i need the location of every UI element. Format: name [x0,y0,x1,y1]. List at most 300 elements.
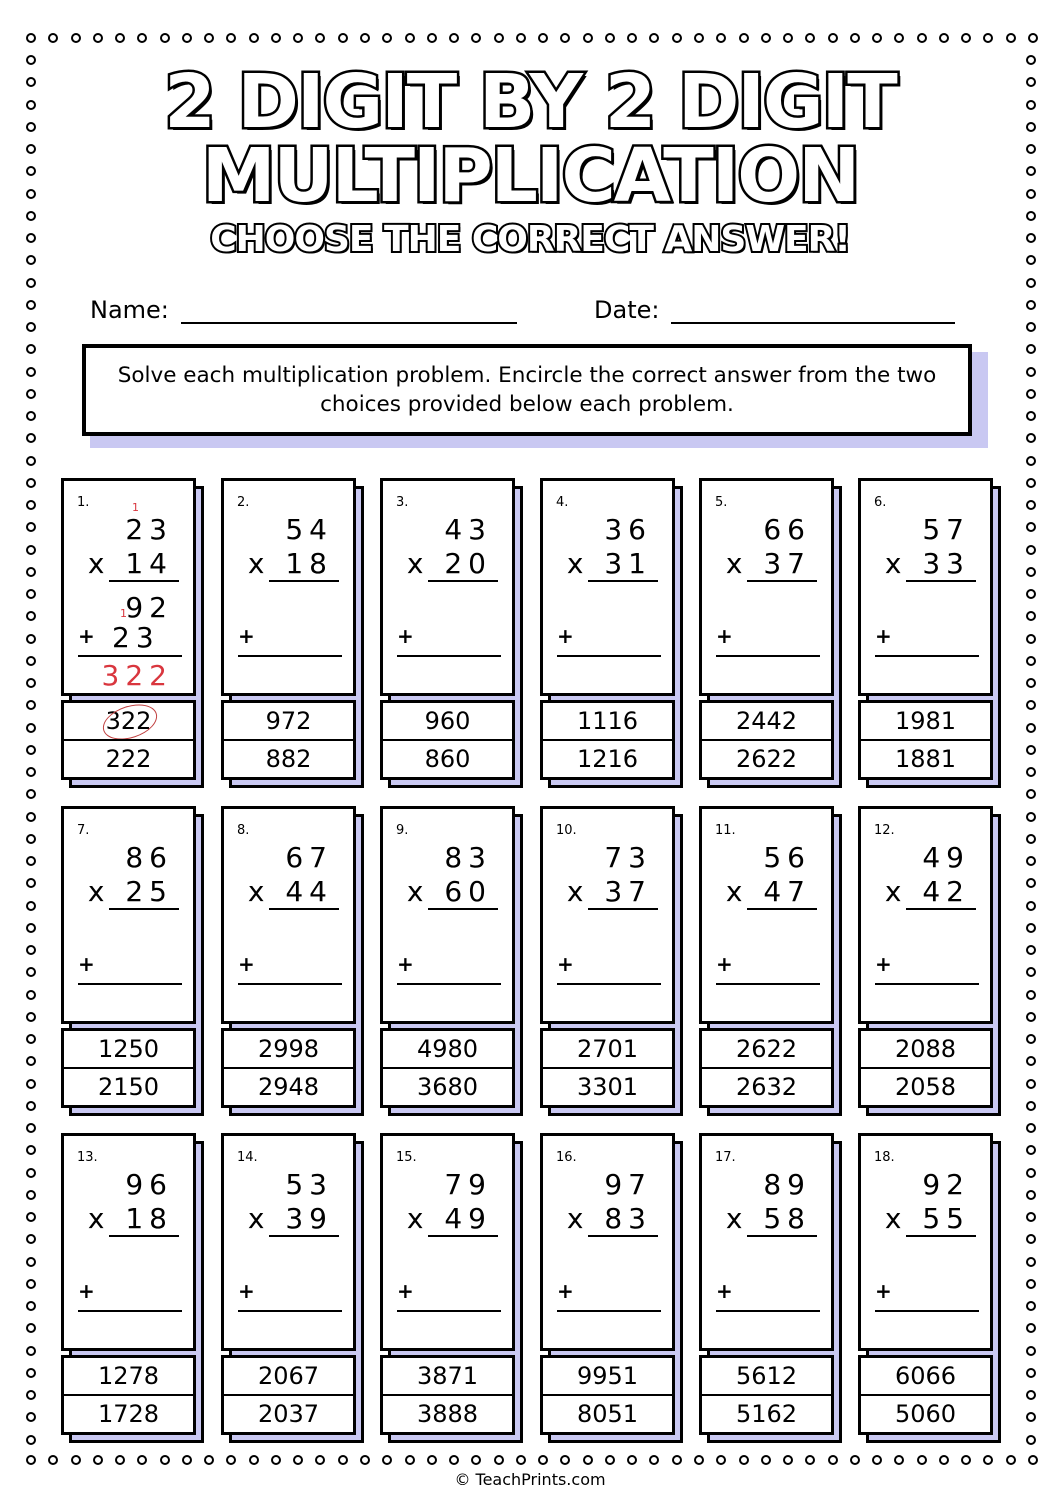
choice-b-value: 5060 [894,1400,957,1428]
multiplicand: 67 [285,841,333,874]
choice-a-value: 1250 [97,1035,160,1063]
answer-choices [380,1028,515,1108]
border-dot [605,1455,615,1465]
sum-rule [397,655,501,657]
border-dot [26,1123,36,1133]
border-dot [1026,411,1036,421]
border-dot [115,33,125,43]
answer-choice-b[interactable] [702,1067,831,1105]
answer-choices [221,1355,356,1435]
problem-card [858,806,1001,1116]
border-dot [1026,878,1036,888]
border-dot [1026,1323,1036,1333]
problem-number: 16. [556,1150,577,1165]
border-dot [26,300,36,310]
multiplicand: 89 [763,1168,811,1201]
border-dot [382,1455,392,1465]
title-line-1: 2 DIGIT BY 2 DIGIT [164,59,896,145]
example-result: 322 [101,659,173,692]
border-dot [894,1455,904,1465]
answer-choice-b[interactable] [224,1067,353,1105]
answer-choices [699,1028,834,1108]
work-area [61,1133,196,1351]
sum-rule [238,655,342,657]
border-dot [516,1455,526,1465]
plus-sign: + [78,952,95,976]
choice-b-value: 3680 [416,1073,479,1101]
answer-choice-b[interactable] [861,739,990,777]
border-dot [26,1212,36,1222]
answer-choice-b[interactable] [702,739,831,777]
work-area [380,478,515,696]
border-dot [1026,1257,1036,1267]
border-dot [1026,1368,1036,1378]
sum-rule [557,1310,661,1312]
product-rule [269,580,339,582]
border-dot [1026,767,1036,777]
work-area [540,478,675,696]
answer-choice-b[interactable] [383,739,512,777]
border-dot [26,1257,36,1267]
problem-number: 18. [874,1150,895,1165]
problem-card [61,806,204,1116]
border-dot [1026,700,1036,710]
answer-choice-b[interactable] [861,1067,990,1105]
border-dot [1026,1101,1036,1111]
border-dot [560,1455,570,1465]
problem-card [858,478,1001,788]
problem-number: 14. [237,1150,258,1165]
border-dot [1026,834,1036,844]
answer-choice-a[interactable] [543,703,672,739]
carry-digit: 1 [132,501,139,514]
answer-choice-b[interactable] [383,1394,512,1432]
choice-a-value: 2442 [735,707,798,735]
answer-choice-b[interactable] [224,739,353,777]
answer-choices [699,1355,834,1435]
sum-rule [397,983,501,985]
answer-choice-a[interactable] [383,1358,512,1394]
product-rule [428,908,498,910]
border-dot [26,433,36,443]
work-area [699,478,834,696]
instructions-text: Solve each multiplication problem. Encircle the correct answer from the two choices provided below each problem. [117,363,937,417]
multiplicand: 49 [922,841,970,874]
border-dot [26,1368,36,1378]
border-dot [1026,856,1036,866]
border-dot [828,1455,838,1465]
multiplier: x 33 [884,547,970,580]
border-dot [1026,367,1036,377]
answer-choice-a[interactable] [64,703,193,739]
choice-a-value: 2998 [257,1035,320,1063]
answer-choice-a[interactable] [543,1031,672,1067]
border-dot [382,33,392,43]
product-rule [269,1235,339,1237]
answer-choice-b[interactable] [543,1394,672,1432]
border-dot [1026,1034,1036,1044]
plus-sign: + [238,952,255,976]
date-label: Date: [594,296,660,324]
problem-card [221,478,364,788]
plus-sign: + [716,952,733,976]
border-dot [494,33,504,43]
answer-choice-a[interactable] [224,703,353,739]
product-rule [109,580,179,582]
border-dot [26,878,36,888]
answer-choice-a[interactable] [702,1031,831,1067]
multiplicand: 96 [125,1168,173,1201]
answer-choice-a[interactable] [861,1358,990,1394]
border-dot [26,1455,36,1465]
choice-a-value: 1981 [894,707,957,735]
multiplier: x 25 [87,875,173,908]
border-dot [1026,923,1036,933]
border-dot [26,812,36,822]
border-dot [1026,589,1036,599]
border-dot [1028,33,1038,43]
border-dot [137,33,147,43]
border-dot [26,1190,36,1200]
choice-b-value: 2948 [257,1073,320,1101]
sum-rule [875,655,979,657]
work-area [61,478,196,696]
border-dot [583,1455,593,1465]
border-dot [26,522,36,532]
border-dot [26,723,36,733]
border-dot [627,33,637,43]
answer-choices [221,1028,356,1108]
border-dot [1026,522,1036,532]
choice-b-value: 2632 [735,1073,798,1101]
product-rule [109,1235,179,1237]
border-dot [26,834,36,844]
choice-b-value: 8051 [576,1400,639,1428]
border-dot [1026,967,1036,977]
border-dot [26,1346,36,1356]
multiplier: x 60 [406,875,492,908]
answer-choice-b[interactable] [702,1394,831,1432]
problem-card [540,1133,683,1443]
border-dot [961,1455,971,1465]
multiplicand: 36 [604,513,652,546]
answer-choice-a[interactable] [224,1031,353,1067]
sum-rule [875,983,979,985]
problem-number: 6. [874,495,887,510]
multiplicand: 53 [285,1168,333,1201]
name-field[interactable] [90,292,517,324]
border-dot [672,1455,682,1465]
border-dot [983,33,993,43]
date-input-line[interactable] [671,292,955,324]
problem-number: 5. [715,495,728,510]
choice-a-value: 972 [265,707,312,735]
border-dot [93,33,103,43]
border-dot [1026,1190,1036,1200]
border-dot [26,1323,36,1333]
border-dot [26,344,36,354]
border-dot [1026,1123,1036,1133]
border-dot [26,322,36,332]
work-area [380,1133,515,1351]
answer-choice-b[interactable] [64,739,193,777]
sum-rule [875,1310,979,1312]
plus-sign: + [716,624,733,648]
answer-choices [540,700,675,780]
sum-rule [78,1310,182,1312]
border-dot [137,1455,147,1465]
problem-card [540,478,683,788]
answer-choice-a[interactable] [543,1358,672,1394]
product-rule [428,1235,498,1237]
border-dot [1026,1145,1036,1155]
multiplier: x 49 [406,1202,492,1235]
border-dot [115,1455,125,1465]
border-dot [783,33,793,43]
multiplier: x 47 [725,875,811,908]
border-dot [26,545,36,555]
choice-a-value: 2088 [894,1035,957,1063]
answer-choice-b[interactable] [861,1394,990,1432]
border-dot [1026,1390,1036,1400]
border-dot [850,1455,860,1465]
plus-sign: + [397,952,414,976]
border-dot [761,1455,771,1465]
border-dot [26,1034,36,1044]
sum-rule [716,655,820,657]
border-dot [1026,1234,1036,1244]
problem-number: 2. [237,495,250,510]
border-dot [26,1435,36,1445]
border-dot [26,923,36,933]
border-dot [1026,901,1036,911]
border-dot [739,1455,749,1465]
product-rule [588,908,658,910]
border-dot [1026,1279,1036,1289]
border-dot [26,656,36,666]
answer-choice-a[interactable] [383,703,512,739]
multiplier: x 20 [406,547,492,580]
border-dot [1026,678,1036,688]
answer-choices [380,700,515,780]
border-dot [939,33,949,43]
border-dot [583,33,593,43]
border-dot [338,1455,348,1465]
border-dot [26,478,36,488]
multiplicand: 73 [604,841,652,874]
problem-card [61,1133,204,1443]
border-dot [627,1455,637,1465]
border-dot [894,33,904,43]
multiplicand: 23 [125,513,173,546]
plus-sign: + [716,1279,733,1303]
border-dot [26,901,36,911]
product-rule [906,908,976,910]
border-dot [1026,1056,1036,1066]
multiplier: x 18 [247,547,333,580]
border-dot [26,700,36,710]
answer-choice-b[interactable] [224,1394,353,1432]
work-area [221,1133,356,1351]
border-dot [26,1234,36,1244]
answer-choices [61,1355,196,1435]
border-dot [1026,1168,1036,1178]
product-rule [747,1235,817,1237]
title-line-2: MULTIPLICATION [201,133,859,219]
multiplier: x 18 [87,1202,173,1235]
border-dot [649,1455,659,1465]
border-dot [226,1455,236,1465]
border-dot [26,1390,36,1400]
multiplier: x 14 [87,547,173,580]
border-dot [828,33,838,43]
border-dot [427,33,437,43]
border-dot [694,33,704,43]
border-dot [26,1012,36,1022]
plus-sign: + [78,1279,95,1303]
answer-choice-a[interactable] [861,703,990,739]
border-dot [338,33,348,43]
border-dot [93,1455,103,1465]
problem-number: 12. [874,823,895,838]
border-dot [805,1455,815,1465]
border-dot [26,589,36,599]
choice-a-value: 2622 [735,1035,798,1063]
sum-rule [397,1310,501,1312]
multiplier: x 39 [247,1202,333,1235]
border-dot [939,1455,949,1465]
answer-choice-a[interactable] [702,703,831,739]
border-dot [26,634,36,644]
border-dot [494,1455,504,1465]
border-dot [1006,33,1016,43]
work-area [61,806,196,1024]
border-dot [1026,567,1036,577]
problem-card [221,1133,364,1443]
answer-choice-a[interactable] [64,1031,193,1067]
border-dot [271,1455,281,1465]
border-dot [1026,745,1036,755]
answer-choice-a[interactable] [224,1358,353,1394]
border-dot [983,1455,993,1465]
border-dot [1028,1455,1038,1465]
product-rule [747,580,817,582]
choice-a-value: 2701 [576,1035,639,1063]
product-rule [906,580,976,582]
choice-a-value: 9951 [576,1362,639,1390]
multiplier: x 37 [566,875,652,908]
border-dot [26,567,36,577]
border-dot [672,33,682,43]
border-dot [1026,389,1036,399]
choice-b-value: 2150 [97,1073,160,1101]
border-dot [649,33,659,43]
problem-card [61,478,204,788]
border-dot [160,33,170,43]
border-dot [917,1455,927,1465]
dotted-border-bottom [26,1455,1038,1465]
border-dot [26,1279,36,1289]
answer-choice-b[interactable] [543,1067,672,1105]
work-area [699,1133,834,1351]
choice-b-value: 2622 [735,745,798,773]
problem-card [380,806,523,1116]
choice-b-value: 1881 [894,745,957,773]
problem-card [380,478,523,788]
work-area [858,806,993,1024]
product-rule [269,908,339,910]
border-dot [1026,1412,1036,1422]
name-input-line[interactable] [181,292,517,324]
border-dot [1026,1212,1036,1222]
border-dot [204,33,214,43]
product-rule [747,908,817,910]
border-dot [405,33,415,43]
border-dot [1026,500,1036,510]
answer-choice-a[interactable] [861,1031,990,1067]
border-dot [26,1145,36,1155]
border-dot [26,411,36,421]
choice-a-value: 6066 [894,1362,957,1390]
answer-choice-a[interactable] [702,1358,831,1394]
date-field[interactable] [594,292,955,324]
plus-sign: + [875,952,892,976]
multiplier: x 44 [247,875,333,908]
problem-card [221,806,364,1116]
problem-number: 4. [556,495,569,510]
answer-choice-b[interactable] [383,1067,512,1105]
border-dot [471,33,481,43]
answer-choice-b[interactable] [64,1394,193,1432]
answer-choice-b[interactable] [543,739,672,777]
border-dot [26,389,36,399]
problem-number: 7. [77,823,90,838]
problem-card [699,478,842,788]
answer-choice-a[interactable] [64,1358,193,1394]
answer-choices [858,1028,993,1108]
border-dot [26,456,36,466]
border-dot [560,33,570,43]
border-dot [1026,478,1036,488]
answer-choice-b[interactable] [64,1067,193,1105]
product-rule [588,580,658,582]
plus-sign: + [238,624,255,648]
border-dot [182,33,192,43]
border-dot [249,1455,259,1465]
border-dot [48,1455,58,1465]
border-dot [1026,322,1036,332]
work-area [699,806,834,1024]
border-dot [917,33,927,43]
border-dot [293,1455,303,1465]
border-dot [26,1079,36,1089]
border-dot [605,33,615,43]
answer-choice-a[interactable] [383,1031,512,1067]
work-area [858,478,993,696]
border-dot [1026,789,1036,799]
problem-number: 3. [396,495,409,510]
border-dot [226,33,236,43]
problem-card [699,1133,842,1443]
multiplicand: 57 [922,513,970,546]
sum-rule [557,983,661,985]
product-rule [109,908,179,910]
sum-rule [716,1310,820,1312]
partial-product-2: 23 [112,621,160,654]
choice-a-value: 3871 [416,1362,479,1390]
border-dot [850,33,860,43]
multiplier: x 58 [725,1202,811,1235]
